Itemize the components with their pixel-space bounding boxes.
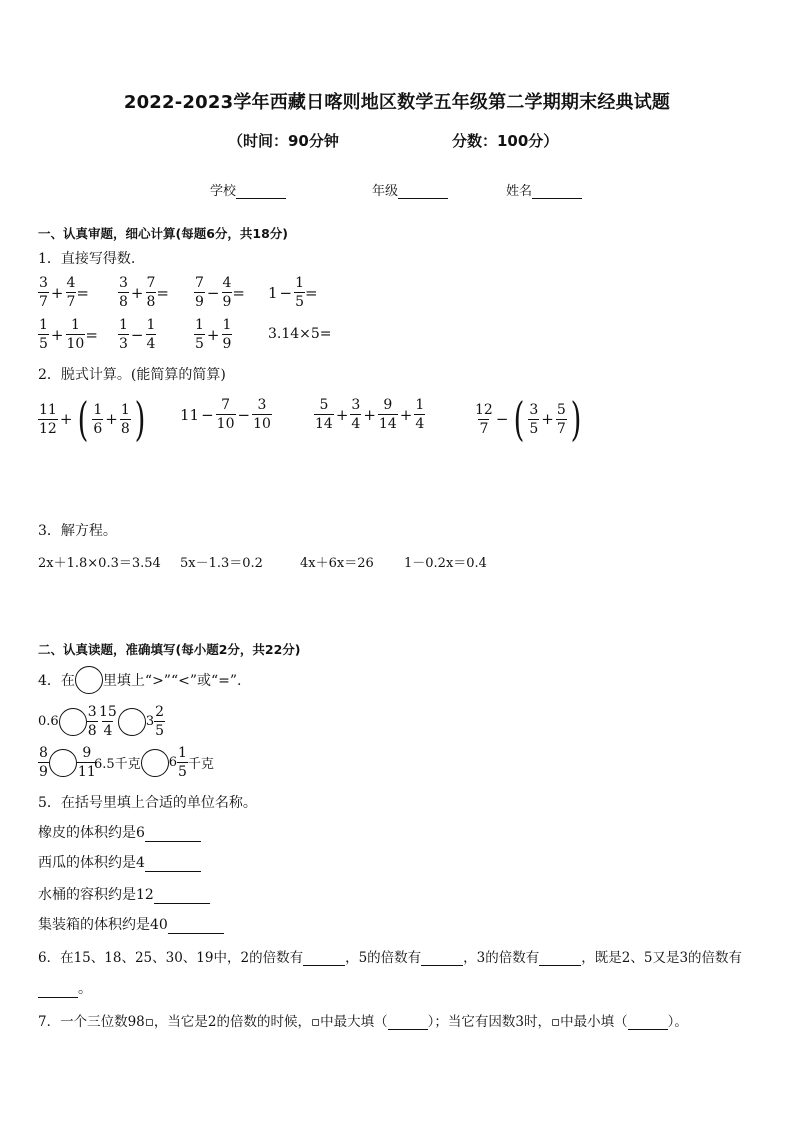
compare-circle-icon	[75, 666, 103, 694]
answer-blank[interactable]	[154, 889, 210, 904]
q1-expr-1: $\frac{3}{7}$ + $\frac{4}{7}$ =	[39, 275, 89, 310]
q5-label: 5．在括号里填上合适的单位名称。	[38, 795, 257, 811]
q4-compare-2: $\frac{15}{4}$ 3 $\frac{2}{5}$	[99, 704, 165, 739]
school-field	[210, 180, 286, 199]
q5-item-1: 橡皮的体积约是6	[38, 822, 201, 842]
q4-compare-3: $\frac{8}{9}$ $\frac{9}{11}$	[39, 745, 96, 780]
answer-blank[interactable]	[145, 827, 201, 842]
answer-blank[interactable]	[168, 919, 224, 934]
answer-blank[interactable]	[388, 1015, 428, 1030]
name-label: 姓名	[506, 184, 533, 199]
answer-blank[interactable]	[303, 951, 345, 966]
q3-equation-4: 1－0.2x＝0.4	[404, 556, 487, 571]
compare-circle[interactable]	[141, 749, 169, 777]
q1-expr-5: $\frac{1}{5}$ + $\frac{1}{10}$ =	[39, 317, 98, 352]
q6-continuation: 。	[38, 978, 92, 998]
q4-prefix: 4．在	[38, 673, 75, 689]
q3-equation-1: 2x＋1.8×0.3＝3.54	[38, 556, 161, 571]
q3-label: 3．解方程。	[38, 523, 117, 539]
q2-expr-1: $\frac{11}{12}$ + ( $\frac{1}{6}$ + $\frac{1}{8}$ )	[39, 392, 146, 446]
name-blank[interactable]	[532, 184, 582, 199]
school-blank[interactable]	[236, 184, 286, 199]
q2-label: 2．脱式计算。(能简算的简算)	[38, 367, 226, 383]
q1-expr-6: $\frac{1}{3}$ − $\frac{1}{4}$	[119, 317, 156, 352]
answer-blank[interactable]	[38, 983, 78, 998]
answer-blank[interactable]	[145, 857, 201, 872]
section-1-heading: 一、认真审题，细心计算(每题6分，共18分)	[38, 226, 289, 241]
school-label: 学校	[210, 184, 237, 199]
grade-blank[interactable]	[398, 184, 448, 199]
exam-score: 分数：100分）	[452, 132, 559, 150]
grade-label: 年级	[372, 184, 399, 199]
q2-expr-2: 11 − $\frac{7}{10}$ − $\frac{3}{10}$	[180, 397, 271, 432]
q1-expr-3: $\frac{7}{9}$ − $\frac{4}{9}$ =	[195, 275, 245, 310]
answer-blank[interactable]	[628, 1015, 668, 1030]
exam-time: （时间：90分钟	[228, 132, 339, 150]
q1-expr-8: 3.14×5=	[268, 326, 332, 342]
q7-text: 7．一个三位数98▫，当它是2的倍数的时候，▫中最大填（ ）；当它有因数3时，▫中最小填（ ）。	[38, 1014, 688, 1030]
q4-suffix: 里填上“>”“<”或“=”.	[102, 673, 242, 689]
q4-instruction	[38, 666, 242, 694]
q1-expr-4: 1 − $\frac{1}{5}$ =	[268, 275, 318, 310]
compare-circle[interactable]	[118, 708, 146, 736]
q5-item-4: 集装箱的体积约是40	[38, 914, 224, 934]
q2-expr-3: $\frac{5}{14}$ + $\frac{3}{4}$ + $\frac{9}{14}$ + $\frac{1}{4}$	[315, 397, 425, 432]
page-title: 2022-2023学年西藏日喀则地区数学五年级第二学期期末经典试题	[123, 92, 671, 113]
compare-circle[interactable]	[59, 708, 87, 736]
q1-expr-7: $\frac{1}{5}$ + $\frac{1}{9}$	[195, 317, 232, 352]
q1-expr-2: $\frac{3}{8}$ + $\frac{7}{8}$ =	[119, 275, 169, 310]
compare-circle[interactable]	[49, 749, 77, 777]
q6-text: 6．在15、18、25、30、19中，2的倍数有 ，5的倍数有 ，3的倍数有 ，既是2、5又是3的倍数有	[38, 950, 743, 966]
grade-field	[372, 180, 448, 199]
name-field	[506, 180, 582, 199]
q4-compare-1: 0.6 $\frac{3}{8}$	[38, 704, 97, 739]
q1-label: 1．直接写得数.	[38, 251, 136, 267]
q3-equation-3: 4x＋6x＝26	[300, 556, 374, 571]
answer-blank[interactable]	[421, 951, 463, 966]
q2-expr-4: $\frac{12}{7}$ − ( $\frac{3}{5}$ + $\frac{5}{7}$ )	[475, 392, 582, 446]
q4-compare-4: 6.5千克 6 $\frac{1}{5}$ 千克	[94, 745, 214, 780]
q3-equation-2: 5x－1.3＝0.2	[180, 556, 263, 571]
answer-blank[interactable]	[539, 951, 581, 966]
section-2-heading: 二、认真读题，准确填写(每小题2分，共22分)	[38, 642, 301, 657]
q5-item-3: 水桶的容积约是12	[38, 884, 210, 904]
q5-item-2: 西瓜的体积约是4	[38, 852, 201, 872]
